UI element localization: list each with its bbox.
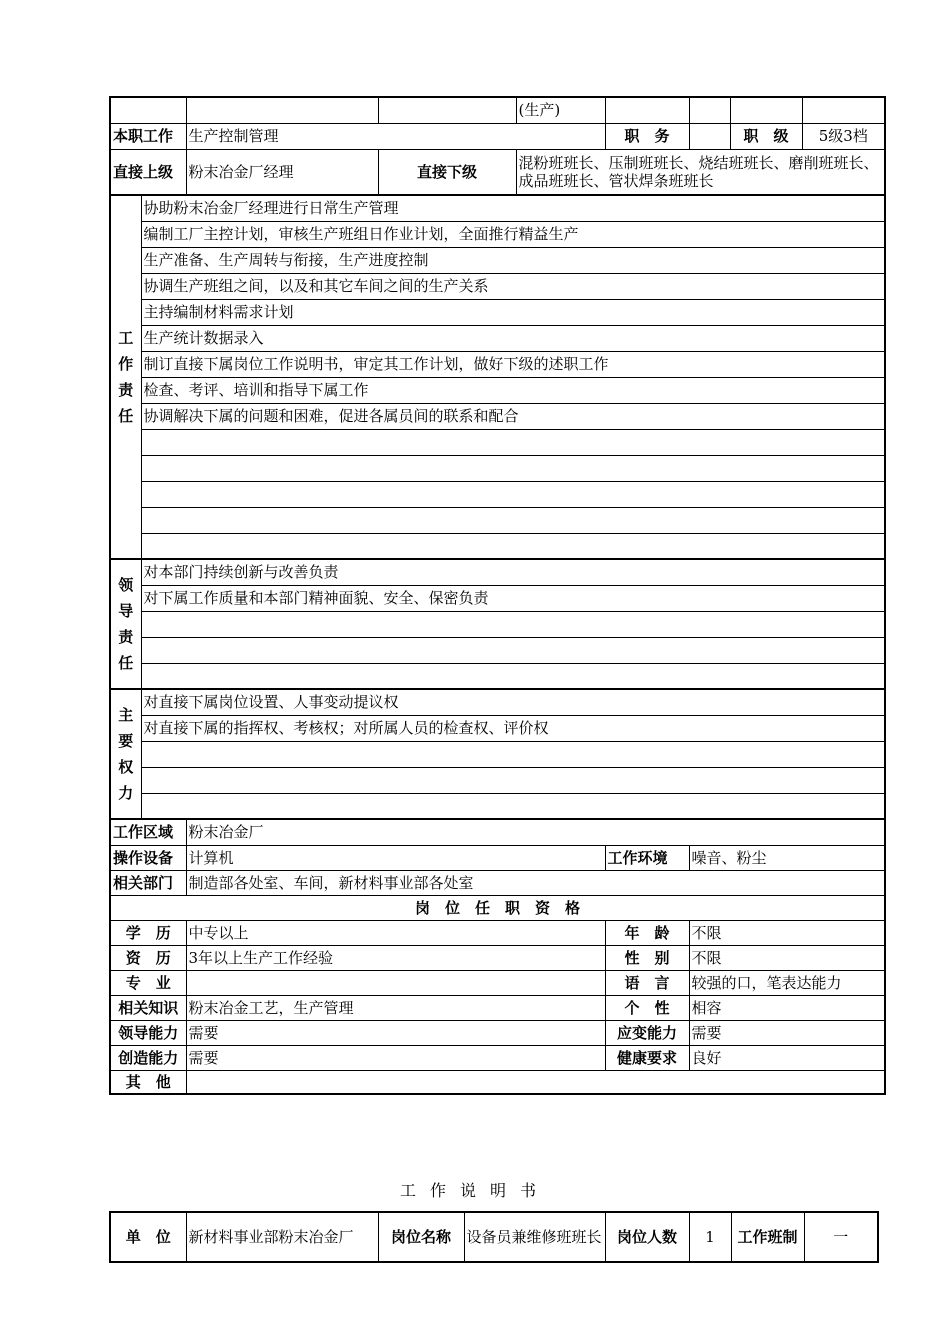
work-area-value: 粉末冶金厂 <box>186 819 885 845</box>
authority-item: 对直接下属的指挥权、考核权；对所属人员的检查权、评价权 <box>141 715 885 741</box>
authority-row <box>110 793 885 819</box>
post-count-value: 1 <box>689 1212 731 1262</box>
leadership-label-char: 领 <box>118 576 134 594</box>
responsibility-row <box>110 455 885 481</box>
related-dept-label: 相关部门 <box>110 870 186 895</box>
leadership-item <box>141 611 885 637</box>
authority-row <box>110 767 885 793</box>
reporting-row <box>110 149 885 195</box>
authority-item <box>141 767 885 793</box>
related-dept-row <box>110 870 885 895</box>
unit-label: 单 位 <box>110 1212 186 1262</box>
leadership-item <box>141 663 885 689</box>
responsibility-item: 制订直接下属岗位工作说明书，审定其工作计划，做好下级的述职工作 <box>141 351 885 377</box>
related-dept-value: 制造部各处室、车间，新材料事业部各处室 <box>186 870 885 895</box>
qualification-value: 不限 <box>689 945 885 970</box>
qualification-label: 语 言 <box>605 970 689 995</box>
equipment-row <box>110 845 885 870</box>
post-name-label: 岗位名称 <box>378 1212 464 1262</box>
dept-suffix: (生产) <box>516 97 605 123</box>
qualification-label: 性 别 <box>605 945 689 970</box>
job-title-label: 本职工作 <box>110 123 186 149</box>
equipment-value: 计算机 <box>186 845 605 870</box>
leadership-label-char: 导 <box>118 602 134 620</box>
leadership-label-char: 任 <box>118 654 134 672</box>
environment-value: 噪音、粉尘 <box>689 845 885 870</box>
grade-value: 5级3档 <box>802 123 885 149</box>
qualification-label: 专 业 <box>110 970 186 995</box>
responsibility-row <box>110 325 885 351</box>
responsibility-item: 检查、考评、培训和指导下属工作 <box>141 377 885 403</box>
authority-label-char: 权 <box>118 758 134 776</box>
qualification-value: 需要 <box>186 1020 605 1045</box>
qualification-label: 领导能力 <box>110 1020 186 1045</box>
responsibility-label-char: 任 <box>118 407 134 425</box>
responsibility-row <box>110 273 885 299</box>
qualification-label: 应变能力 <box>605 1020 689 1045</box>
responsibility-item: 编制工厂主控计划，审核生产班组日作业计划，全面推行精益生产 <box>141 221 885 247</box>
responsibility-row <box>110 195 885 221</box>
duty-label: 职 务 <box>605 123 689 149</box>
other-label: 其 他 <box>110 1070 186 1094</box>
other-row <box>110 1070 885 1094</box>
qualification-row <box>110 1020 885 1045</box>
qualifications-section <box>110 920 885 1070</box>
leadership-row <box>110 585 885 611</box>
authority-item <box>141 793 885 819</box>
responsibility-item <box>141 533 885 559</box>
responsibility-row <box>110 533 885 559</box>
post-name-value: 设备员兼维修班班长 <box>464 1212 605 1262</box>
qualification-row <box>110 970 885 995</box>
responsibility-item: 生产统计数据录入 <box>141 325 885 351</box>
superior-label: 直接上级 <box>110 149 186 195</box>
qualifications-header-row <box>110 895 885 920</box>
responsibility-row <box>110 429 885 455</box>
qualification-label: 健康要求 <box>605 1045 689 1070</box>
work-area-row <box>110 819 885 845</box>
post-count-label: 岗位人数 <box>605 1212 689 1262</box>
qualification-label: 创造能力 <box>110 1045 186 1070</box>
second-form-table <box>109 1211 879 1263</box>
authority-section <box>110 689 885 819</box>
responsibility-row <box>110 247 885 273</box>
qualification-row <box>110 920 885 945</box>
shift-label: 工作班制 <box>731 1212 804 1262</box>
header-row <box>110 97 885 123</box>
authority-label-char: 力 <box>118 784 134 802</box>
unit-value: 新材料事业部粉末冶金厂 <box>186 1212 378 1262</box>
qualification-value <box>186 970 605 995</box>
qualification-value: 需要 <box>186 1045 605 1070</box>
qualification-row <box>110 995 885 1020</box>
job-row <box>110 123 885 149</box>
qualifications-header: 岗 位 任 职 资 格 <box>110 895 885 920</box>
responsibility-item <box>141 507 885 533</box>
second-form-row <box>110 1212 878 1262</box>
qualification-row <box>110 1045 885 1070</box>
responsibility-row <box>110 351 885 377</box>
responsibility-item: 协助粉末冶金厂经理进行日常生产管理 <box>141 195 885 221</box>
environment-label: 工作环境 <box>605 845 689 870</box>
document-title: 工作说明书 <box>399 1181 550 1200</box>
leadership-item: 对下属工作质量和本部门精神面貌、安全、保密负责 <box>141 585 885 611</box>
grade-label: 职 级 <box>730 123 802 149</box>
authority-label-char: 主 <box>118 706 134 724</box>
authority-item <box>141 741 885 767</box>
qualification-value: 粉末冶金工艺，生产管理 <box>186 995 605 1020</box>
responsibility-item <box>141 455 885 481</box>
job-description-form <box>109 96 886 1095</box>
authority-row <box>110 741 885 767</box>
shift-value: 一 <box>804 1212 878 1262</box>
leadership-row <box>110 637 885 663</box>
authority-row <box>110 715 885 741</box>
authority-label-char: 要 <box>118 732 134 750</box>
leadership-item <box>141 637 885 663</box>
leadership-row <box>110 559 885 585</box>
qualification-label: 学 历 <box>110 920 186 945</box>
responsibility-item: 生产准备、生产周转与衔接，生产进度控制 <box>141 247 885 273</box>
leadership-label-char: 责 <box>118 628 134 646</box>
qualification-value: 需要 <box>689 1020 885 1045</box>
subordinate-value: 混粉班班长、压制班班长、烧结班班长、磨削班班长、成品班班长、管状焊条班班长 <box>516 149 885 195</box>
responsibility-item: 主持编制材料需求计划 <box>141 299 885 325</box>
qualification-value: 中专以上 <box>186 920 605 945</box>
responsibility-row <box>110 507 885 533</box>
authority-item: 对直接下属岗位设置、人事变动提议权 <box>141 689 885 715</box>
qualification-value: 较强的口，笔表达能力 <box>689 970 885 995</box>
responsibility-row <box>110 377 885 403</box>
responsibility-row <box>110 403 885 429</box>
leadership-label <box>110 559 141 689</box>
leadership-section <box>110 559 885 689</box>
other-value <box>186 1070 885 1094</box>
superior-value: 粉末冶金厂经理 <box>186 149 378 195</box>
leadership-row <box>110 663 885 689</box>
responsibility-row <box>110 299 885 325</box>
responsibility-label-char: 工 <box>118 329 134 347</box>
qualification-value: 相容 <box>689 995 885 1020</box>
responsibility-item <box>141 429 885 455</box>
responsibility-label-char: 责 <box>118 381 134 399</box>
job-title-value: 生产控制管理 <box>186 123 605 149</box>
qualification-label: 相关知识 <box>110 995 186 1020</box>
qualification-label: 个 性 <box>605 995 689 1020</box>
responsibility-item: 协调生产班组之间，以及和其它车间之间的生产关系 <box>141 273 885 299</box>
duty-value <box>689 123 730 149</box>
responsibility-label <box>110 195 141 559</box>
authority-row <box>110 689 885 715</box>
qualification-label: 年 龄 <box>605 920 689 945</box>
responsibilities-section <box>110 195 885 559</box>
responsibility-label-char: 作 <box>118 355 134 373</box>
leadership-row <box>110 611 885 637</box>
subordinate-label: 直接下级 <box>378 149 516 195</box>
qualification-value: 良好 <box>689 1045 885 1070</box>
qualification-label: 资 历 <box>110 945 186 970</box>
qualification-value: 不限 <box>689 920 885 945</box>
equipment-label: 操作设备 <box>110 845 186 870</box>
work-area-label: 工作区域 <box>110 819 186 845</box>
qualification-value: 3年以上生产工作经验 <box>186 945 605 970</box>
qualification-row <box>110 945 885 970</box>
responsibility-item: 协调解决下属的问题和困难，促进各属员间的联系和配合 <box>141 403 885 429</box>
authority-label <box>110 689 141 819</box>
responsibility-item <box>141 481 885 507</box>
responsibility-row <box>110 221 885 247</box>
responsibility-row <box>110 481 885 507</box>
leadership-item: 对本部门持续创新与改善负责 <box>141 559 885 585</box>
